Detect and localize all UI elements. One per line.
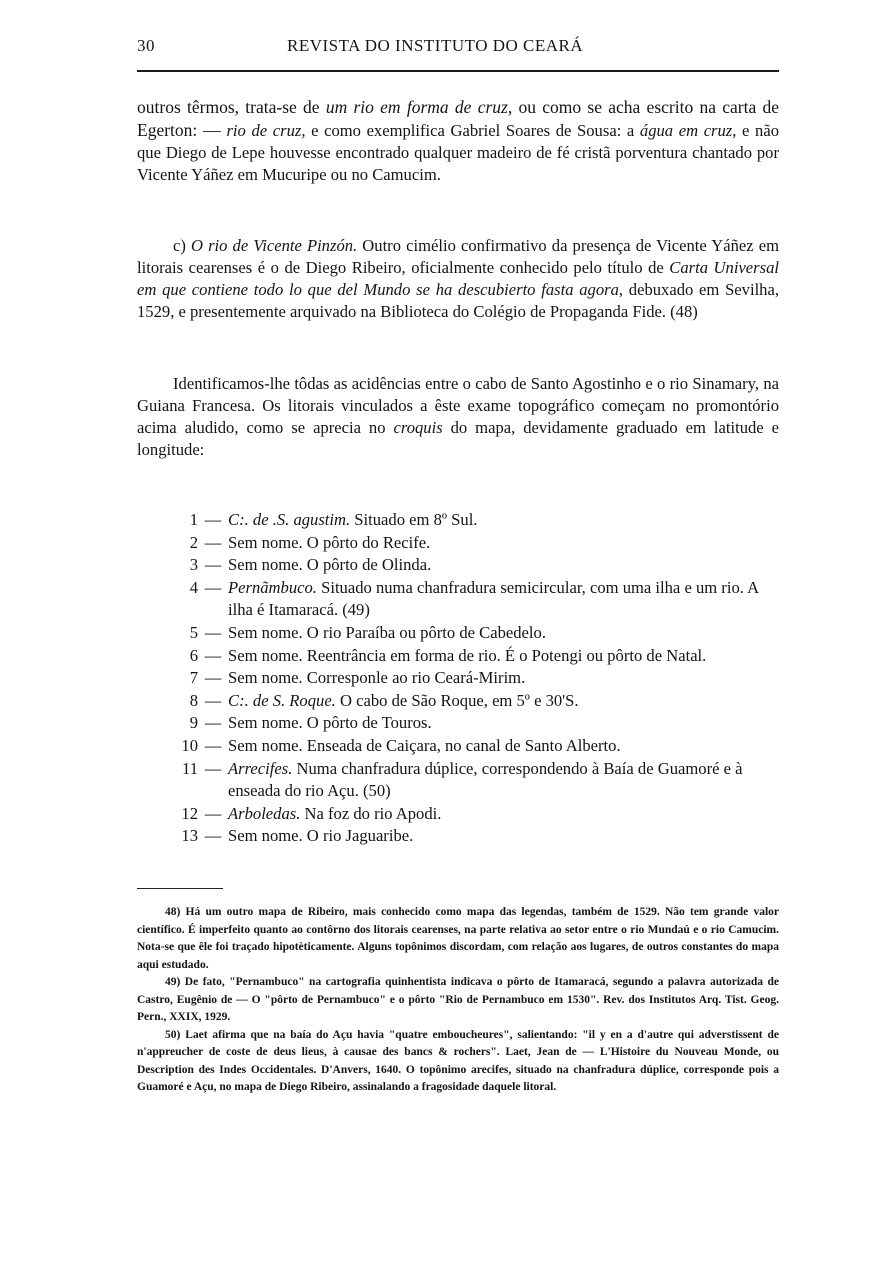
para2-italic-2: Carta Universal em que contiene todo lo que del Mundo se ha descubierto fasta agora,: [137, 258, 779, 299]
list-item-toponym: C:. de S. Roque.: [228, 690, 336, 710]
list-item-dash: —: [204, 758, 222, 778]
list-item-toponym: Arrecifes.: [228, 758, 293, 778]
list-item-dash: —: [204, 577, 222, 597]
toponym-list: [172, 509, 782, 848]
list-item-description: Sem nome. O pôrto de Olinda.: [228, 555, 432, 575]
list-item-dash: —: [204, 826, 222, 846]
footnote-rule: [137, 888, 223, 889]
list-item-description: Na foz do rio Apodi.: [300, 803, 442, 823]
list-item-toponym: C:. de .S. agustim.: [228, 510, 351, 529]
list-item-number: 7: [189, 668, 198, 688]
list-item-description: Sem nome. O rio Paraíba ou pôrto de Cabedelo.: [228, 622, 546, 642]
list-item-text: [228, 825, 782, 848]
para3-text-1: Identificamos-lhe tôdas as acidências entre o cabo de Santo Agostinho e o rio Sinamary, na Guiana Francesa. Os litorais vinculados a êste exame topográfico começam no promontório acima aludido, como se aprecia no: [137, 374, 779, 437]
para2-text-2: Outro cimélio confirmativo da presença de Vicente Yáñez em litorais cearenses é o de Diego Ribeiro, oficialmente conhecido pelo título de: [137, 236, 779, 277]
list-item-toponym: Pernãmbuco.: [228, 577, 317, 597]
list-item-text: [228, 667, 782, 690]
list-item-dash: —: [204, 532, 222, 552]
list-item: [172, 803, 782, 826]
para1-text-4: e não que Diego de Lepe houvesse encontrado qualquer madeiro de fé cristã porventura chantado por Vicente Yáñez em Mucuripe ou no Camucim.: [137, 121, 779, 184]
para3-text-2: do mapa, devidamente graduado em latitude e longitude:: [137, 418, 779, 459]
para3-italic-1: croquis: [393, 418, 443, 437]
list-item-dash: —: [204, 645, 222, 665]
list-item-number: 13: [181, 826, 198, 846]
list-item-dash: —: [204, 713, 222, 733]
footnote-50: 50) Laet afirma que na baía do Açu havia "quatre emboucheures", salientando: "il y en a d'autre qui adverstissent de n'appreucher de coste de deus lieus, à causae des bancs & rochers". Laet, Jean de — L'Histoire du Nouveau Monde, ou Description des Indes Occidentales. D'Anvers, 1640. O topônimo arecifes, situado na chanfradura dúplice, corresponde pois a Guamoré e Açu, no mapa de Diego Ribeiro, assinalando a fragosidade daquele litoral.: [137, 1028, 779, 1093]
list-item-description: O cabo de São Roque, em 5º e 30'S.: [335, 690, 579, 710]
list-item-description: Sem nome. Corresponle ao rio Ceará-Mirim.: [228, 668, 526, 688]
para1-italic-2: rio de cruz,: [226, 121, 306, 140]
footnote-49: 49) De fato, "Pernambuco" na cartografia quinhentista indicava o pôrto de Itamaracá, segundo a palavra autorizada de Castro, Eugênio de — O "pôrto de Pernambuco" e o pôrto "Rio de Pernambuco em 1530". Rev. dos Institutos Arq. Tist. Geog. Pern., XXIX, 1929.: [137, 976, 779, 1023]
list-item-text: [228, 712, 782, 735]
list-item: [172, 758, 782, 803]
list-item: [172, 622, 782, 645]
list-item-description: Numa chanfradura dúplice, correspondendo à Baía de Guamoré e à enseada do rio Açu. (50): [228, 758, 743, 801]
list-item-number: 2: [189, 532, 198, 552]
list-item: [172, 645, 782, 668]
list-item-number: 6: [189, 645, 198, 665]
list-item-number: 3: [189, 555, 198, 575]
list-item-text: [228, 803, 782, 826]
list-item-text: [228, 622, 782, 645]
footnote-48: 48) Há um outro mapa de Ribeiro, mais conhecido como mapa das legendas, também de 1529. Não tem grande valor científico. É imperfeito quanto ao contôrno dos litorais cearenses, na parte relativa ao setor entre o rio Mundaú e o rio Camucim. Nota-se que êle foi traçado hipotèticamente. Alguns topônimos discordam, com relação aos lugares, de outros constantes do mapa aqui estudado.: [137, 906, 779, 971]
list-item-description: Sem nome. O rio Jaguaribe.: [228, 826, 414, 846]
list-item-text: [228, 532, 782, 555]
para2-text-3: debuxado em Sevilha, 1529, e presentemente arquivado na Biblioteca do Colégio de Propaganda Fide. (48): [137, 280, 779, 321]
list-item-dash: —: [204, 735, 222, 755]
list-item-dash: —: [204, 668, 222, 688]
paragraph-1: [137, 96, 779, 186]
list-item-dash: —: [204, 555, 222, 575]
list-item-dash: —: [204, 510, 222, 529]
list-item-text: [228, 758, 782, 803]
header-rule: [137, 70, 779, 72]
list-item: [172, 735, 782, 758]
list-item-number: 12: [181, 803, 198, 823]
paragraph-2: [137, 235, 779, 323]
para1-text-2: ou como se acha escrito na carta de Egerton: —: [137, 97, 780, 140]
para1-text-3: e como exemplifica Gabriel Soares de Sousa: a: [305, 121, 640, 140]
list-item-description: Sem nome. O pôrto de Touros.: [228, 713, 432, 733]
list-item: [172, 825, 782, 848]
list-item-number: 11: [182, 758, 198, 778]
list-item-text: [228, 645, 782, 668]
list-item-description: Sem nome. Reentrância em forma de rio. É o Potengi ou pôrto de Natal.: [228, 645, 707, 665]
para1-text-1: outros têrmos, trata-se de: [137, 97, 326, 117]
page-number: 30: [137, 36, 155, 55]
list-item-dash: —: [204, 803, 222, 823]
list-item: [172, 554, 782, 577]
list-item-description: Situado em 8º Sul.: [350, 510, 478, 529]
list-item-number: 8: [189, 690, 198, 710]
para1-italic-1: um rio em forma de cruz,: [325, 97, 513, 117]
list-item-description: Sem nome. O pôrto do Recife.: [228, 532, 431, 552]
list-item-text: [228, 690, 782, 713]
list-item-text: [228, 735, 782, 758]
list-item: [172, 532, 782, 555]
list-item-number: 1: [189, 510, 198, 529]
footnotes: [137, 904, 779, 1097]
list-item-number: 4: [189, 577, 198, 597]
list-item-text: [228, 554, 782, 577]
list-item-dash: —: [204, 622, 222, 642]
running-header: [137, 36, 779, 64]
list-item-number: 9: [189, 713, 198, 733]
para2-italic-1: O rio de Vicente Pinzón.: [191, 236, 358, 255]
list-item: [172, 509, 782, 532]
list-item-number: 5: [189, 622, 198, 642]
list-item: [172, 690, 782, 713]
list-item-text: [228, 577, 782, 622]
list-item-number: 10: [181, 735, 198, 755]
journal-title: REVISTA DO INSTITUTO DO CEARÁ: [287, 36, 584, 55]
list-item-dash: —: [204, 690, 222, 710]
list-item-text: [228, 509, 782, 532]
list-item: [172, 712, 782, 735]
para1-italic-3: água em cruz,: [639, 121, 737, 140]
list-item-description: Situado numa chanfradura semicircular, com uma ilha e um rio. A ilha é Itamaracá. (49): [228, 577, 759, 620]
paragraph-3: [137, 373, 779, 461]
list-item: [172, 667, 782, 690]
para2-text-1: c): [173, 236, 191, 255]
list-item-toponym: Arboledas.: [228, 803, 301, 823]
list-item: [172, 577, 782, 622]
list-item-description: Sem nome. Enseada de Caiçara, no canal de Santo Alberto.: [228, 735, 621, 755]
